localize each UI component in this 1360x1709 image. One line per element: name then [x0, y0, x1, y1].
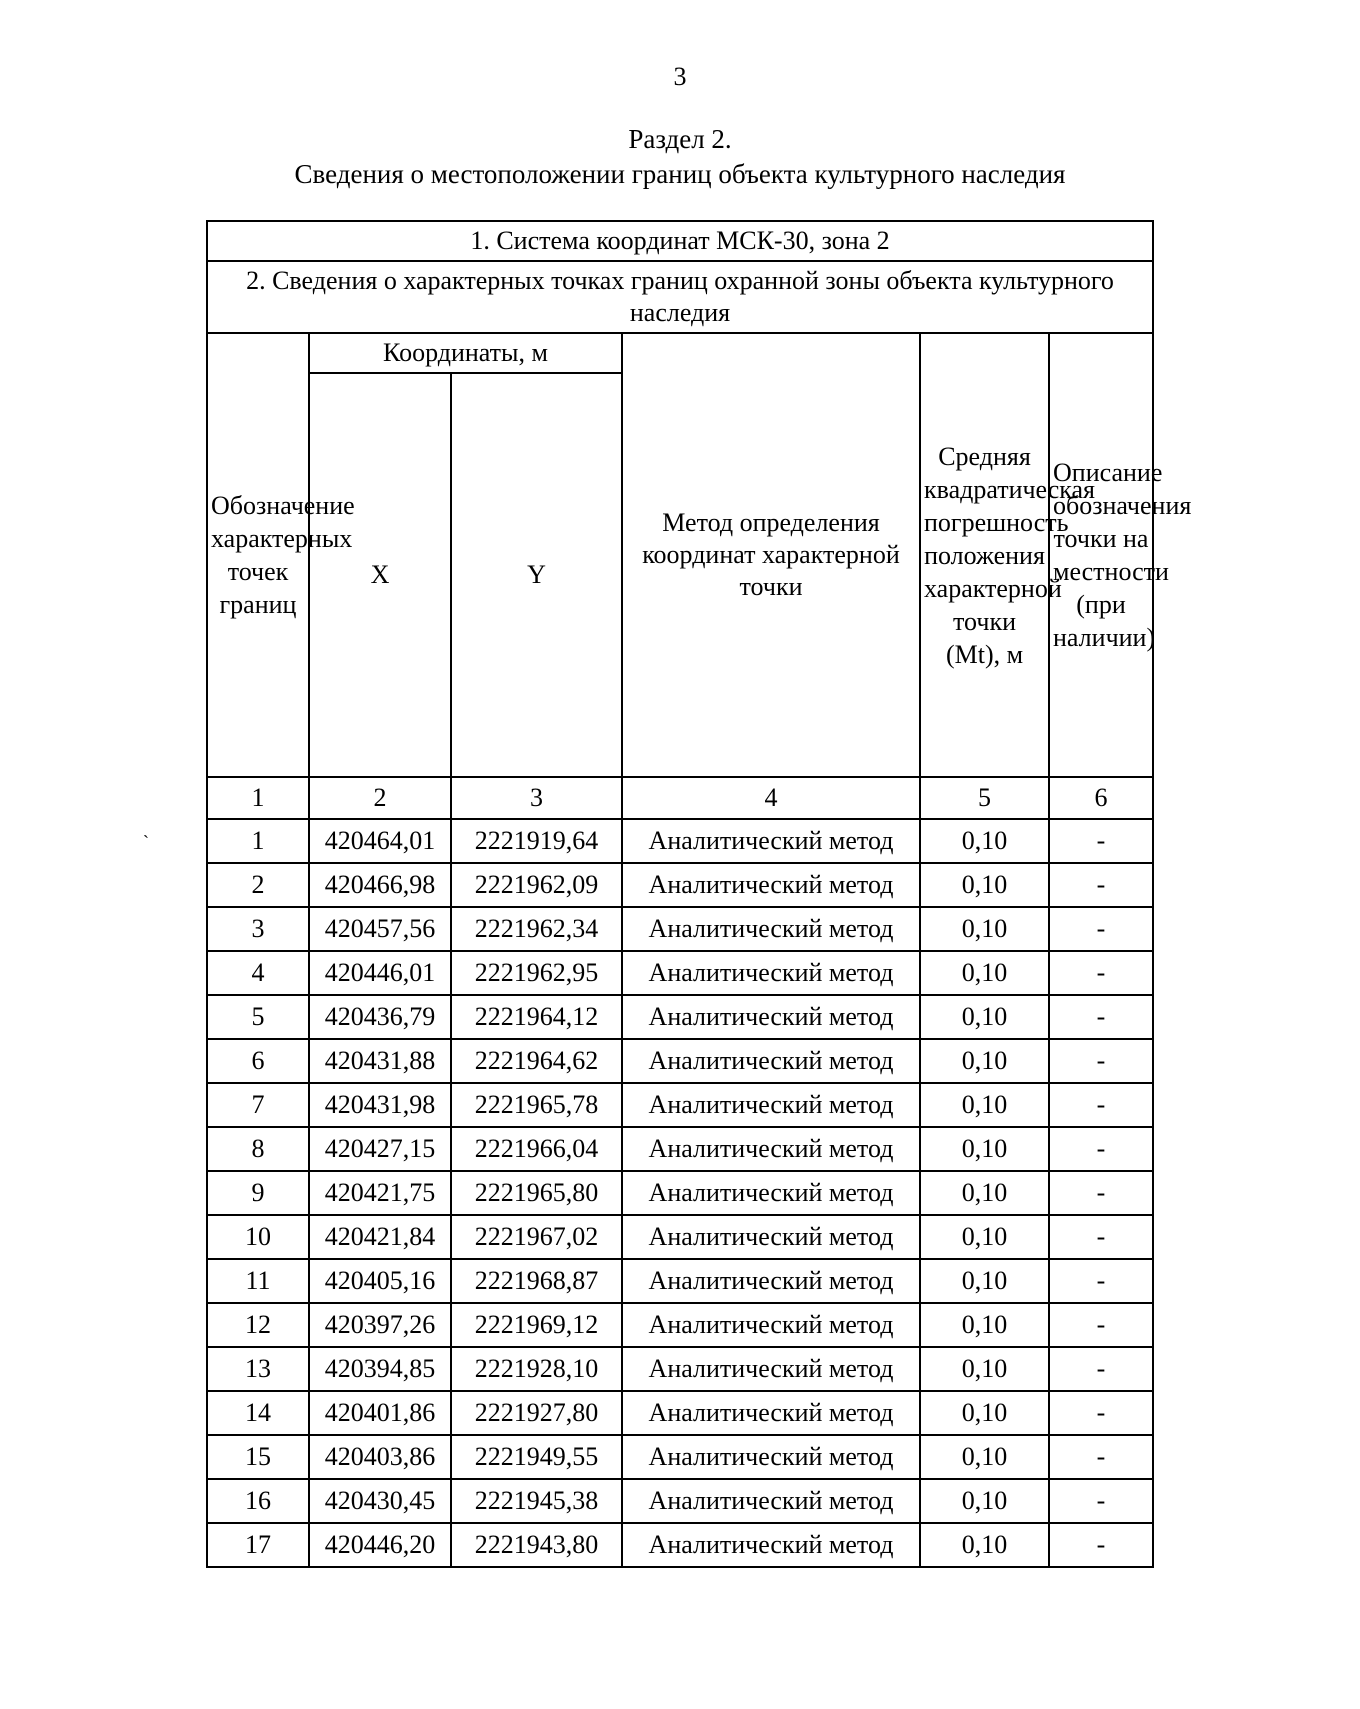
method-cell: Аналитический метод: [622, 1215, 920, 1259]
x-coordinate-cell: 420436,79: [309, 995, 451, 1039]
column-number: 4: [622, 777, 920, 819]
y-coordinate-cell: 2221965,78: [451, 1083, 622, 1127]
scan-speck: `: [143, 832, 149, 852]
description-cell: -: [1049, 1127, 1153, 1171]
x-coordinate-cell: 420464,01: [309, 819, 451, 863]
y-coordinate-cell: 2221943,80: [451, 1523, 622, 1567]
error-cell: 0,10: [920, 1083, 1049, 1127]
x-coordinate-cell: 420431,88: [309, 1039, 451, 1083]
x-coordinate-cell: 420403,86: [309, 1435, 451, 1479]
error-cell: 0,10: [920, 1171, 1049, 1215]
table-row: [207, 995, 1153, 1039]
method-cell: Аналитический метод: [622, 1391, 920, 1435]
column-number: 2: [309, 777, 451, 819]
error-cell: 0,10: [920, 1391, 1049, 1435]
point-number-cell: 9: [207, 1171, 309, 1215]
y-coordinate-cell: 2221962,09: [451, 863, 622, 907]
error-cell: 0,10: [920, 995, 1049, 1039]
method-cell: Аналитический метод: [622, 863, 920, 907]
point-number-cell: 6: [207, 1039, 309, 1083]
table-row: [207, 1127, 1153, 1171]
description-cell: -: [1049, 863, 1153, 907]
method-cell: Аналитический метод: [622, 1303, 920, 1347]
error-cell: 0,10: [920, 863, 1049, 907]
col-y-header: Y: [451, 373, 622, 777]
col-coordinates-header: Координаты, м: [309, 333, 622, 373]
y-coordinate-cell: 2221962,34: [451, 907, 622, 951]
column-number: 5: [920, 777, 1049, 819]
method-cell: Аналитический метод: [622, 951, 920, 995]
description-cell: -: [1049, 1435, 1153, 1479]
col-method-header: Метод определения координат характерной точки: [622, 333, 920, 777]
point-number-cell: 15: [207, 1435, 309, 1479]
point-number-cell: 16: [207, 1479, 309, 1523]
error-cell: 0,10: [920, 1039, 1049, 1083]
method-cell: Аналитический метод: [622, 1435, 920, 1479]
table-row: [207, 1039, 1153, 1083]
table-row: [207, 1171, 1153, 1215]
error-cell: 0,10: [920, 819, 1049, 863]
description-cell: -: [1049, 1171, 1153, 1215]
point-number-cell: 3: [207, 907, 309, 951]
method-cell: Аналитический метод: [622, 1039, 920, 1083]
error-cell: 0,10: [920, 1259, 1049, 1303]
col-error-header: Средняя квадратическая погрешность положения характерной точки (Mt), м: [920, 333, 1049, 777]
method-cell: Аналитический метод: [622, 1479, 920, 1523]
y-coordinate-cell: 2221969,12: [451, 1303, 622, 1347]
description-cell: -: [1049, 907, 1153, 951]
method-cell: Аналитический метод: [622, 1171, 920, 1215]
method-cell: Аналитический метод: [622, 995, 920, 1039]
coordinate-system-title: 1. Система координат МСК-30, зона 2: [207, 221, 1153, 261]
x-coordinate-cell: 420446,01: [309, 951, 451, 995]
table-row: [207, 1215, 1153, 1259]
data-rows: [207, 819, 1153, 1567]
y-coordinate-cell: 2221928,10: [451, 1347, 622, 1391]
point-number-cell: 2: [207, 863, 309, 907]
description-cell: -: [1049, 1347, 1153, 1391]
method-cell: Аналитический метод: [622, 819, 920, 863]
description-cell: -: [1049, 951, 1153, 995]
column-number: 6: [1049, 777, 1153, 819]
x-coordinate-cell: 420457,56: [309, 907, 451, 951]
method-cell: Аналитический метод: [622, 907, 920, 951]
method-cell: Аналитический метод: [622, 1523, 920, 1567]
y-coordinate-cell: 2221967,02: [451, 1215, 622, 1259]
table-row: [207, 1523, 1153, 1567]
table-row: [207, 907, 1153, 951]
column-number: 1: [207, 777, 309, 819]
section-heading: [0, 122, 1360, 192]
point-number-cell: 8: [207, 1127, 309, 1171]
error-cell: 0,10: [920, 1303, 1049, 1347]
y-coordinate-cell: 2221962,95: [451, 951, 622, 995]
table-row: [207, 863, 1153, 907]
table-row: [207, 1479, 1153, 1523]
section-title: Раздел 2.: [628, 124, 732, 154]
x-coordinate-cell: 420421,75: [309, 1171, 451, 1215]
table-row: [207, 1083, 1153, 1127]
point-number-cell: 7: [207, 1083, 309, 1127]
x-coordinate-cell: 420431,98: [309, 1083, 451, 1127]
y-coordinate-cell: 2221964,62: [451, 1039, 622, 1083]
method-cell: Аналитический метод: [622, 1347, 920, 1391]
error-cell: 0,10: [920, 1215, 1049, 1259]
y-coordinate-cell: 2221968,87: [451, 1259, 622, 1303]
x-coordinate-cell: 420466,98: [309, 863, 451, 907]
description-cell: -: [1049, 1391, 1153, 1435]
y-coordinate-cell: 2221966,04: [451, 1127, 622, 1171]
col-designation-header: Обозначение характерных точек границ: [207, 333, 309, 777]
description-cell: -: [1049, 1039, 1153, 1083]
error-cell: 0,10: [920, 1127, 1049, 1171]
table-row: [207, 1347, 1153, 1391]
point-number-cell: 5: [207, 995, 309, 1039]
y-coordinate-cell: 2221965,80: [451, 1171, 622, 1215]
point-number-cell: 11: [207, 1259, 309, 1303]
column-number: 3: [451, 777, 622, 819]
table-row: [207, 1303, 1153, 1347]
point-number-cell: 17: [207, 1523, 309, 1567]
description-cell: -: [1049, 819, 1153, 863]
method-cell: Аналитический метод: [622, 1127, 920, 1171]
error-cell: 0,10: [920, 1347, 1049, 1391]
description-cell: -: [1049, 1259, 1153, 1303]
method-cell: Аналитический метод: [622, 1259, 920, 1303]
y-coordinate-cell: 2221945,38: [451, 1479, 622, 1523]
description-cell: -: [1049, 1303, 1153, 1347]
table-row: [207, 1391, 1153, 1435]
method-cell: Аналитический метод: [622, 1083, 920, 1127]
table-row: [207, 951, 1153, 995]
x-coordinate-cell: 420401,86: [309, 1391, 451, 1435]
error-cell: 0,10: [920, 907, 1049, 951]
description-cell: -: [1049, 1215, 1153, 1259]
description-cell: -: [1049, 995, 1153, 1039]
col-description-header: Описание обозначения точки на местности (при наличии): [1049, 333, 1153, 777]
y-coordinate-cell: 2221919,64: [451, 819, 622, 863]
x-coordinate-cell: 420430,45: [309, 1479, 451, 1523]
page-number: 3: [673, 62, 687, 91]
error-cell: 0,10: [920, 1479, 1049, 1523]
col-x-header: X: [309, 373, 451, 777]
x-coordinate-cell: 420405,16: [309, 1259, 451, 1303]
point-number-cell: 10: [207, 1215, 309, 1259]
table-row: [207, 1435, 1153, 1479]
point-number-cell: 4: [207, 951, 309, 995]
description-cell: -: [1049, 1083, 1153, 1127]
point-number-cell: 14: [207, 1391, 309, 1435]
table-row: [207, 1259, 1153, 1303]
points-section-header: 2. Сведения о характерных точках границ охранной зоны объекта культурного наследия: [207, 261, 1153, 333]
y-coordinate-cell: 2221964,12: [451, 995, 622, 1039]
column-numbers-row: [207, 777, 1153, 819]
section-subtitle: Сведения о местоположении границ объекта культурного наследия: [294, 159, 1066, 189]
error-cell: 0,10: [920, 1435, 1049, 1479]
y-coordinate-cell: 2221927,80: [451, 1391, 622, 1435]
error-cell: 0,10: [920, 951, 1049, 995]
x-coordinate-cell: 420397,26: [309, 1303, 451, 1347]
description-cell: -: [1049, 1479, 1153, 1523]
point-number-cell: 1: [207, 819, 309, 863]
x-coordinate-cell: 420427,15: [309, 1127, 451, 1171]
point-number-cell: 12: [207, 1303, 309, 1347]
error-cell: 0,10: [920, 1523, 1049, 1567]
x-coordinate-cell: 420446,20: [309, 1523, 451, 1567]
point-number-cell: 13: [207, 1347, 309, 1391]
x-coordinate-cell: 420421,84: [309, 1215, 451, 1259]
description-cell: -: [1049, 1523, 1153, 1567]
boundary-points-table: [206, 220, 1192, 1568]
y-coordinate-cell: 2221949,55: [451, 1435, 622, 1479]
table-row: [207, 819, 1153, 863]
x-coordinate-cell: 420394,85: [309, 1347, 451, 1391]
